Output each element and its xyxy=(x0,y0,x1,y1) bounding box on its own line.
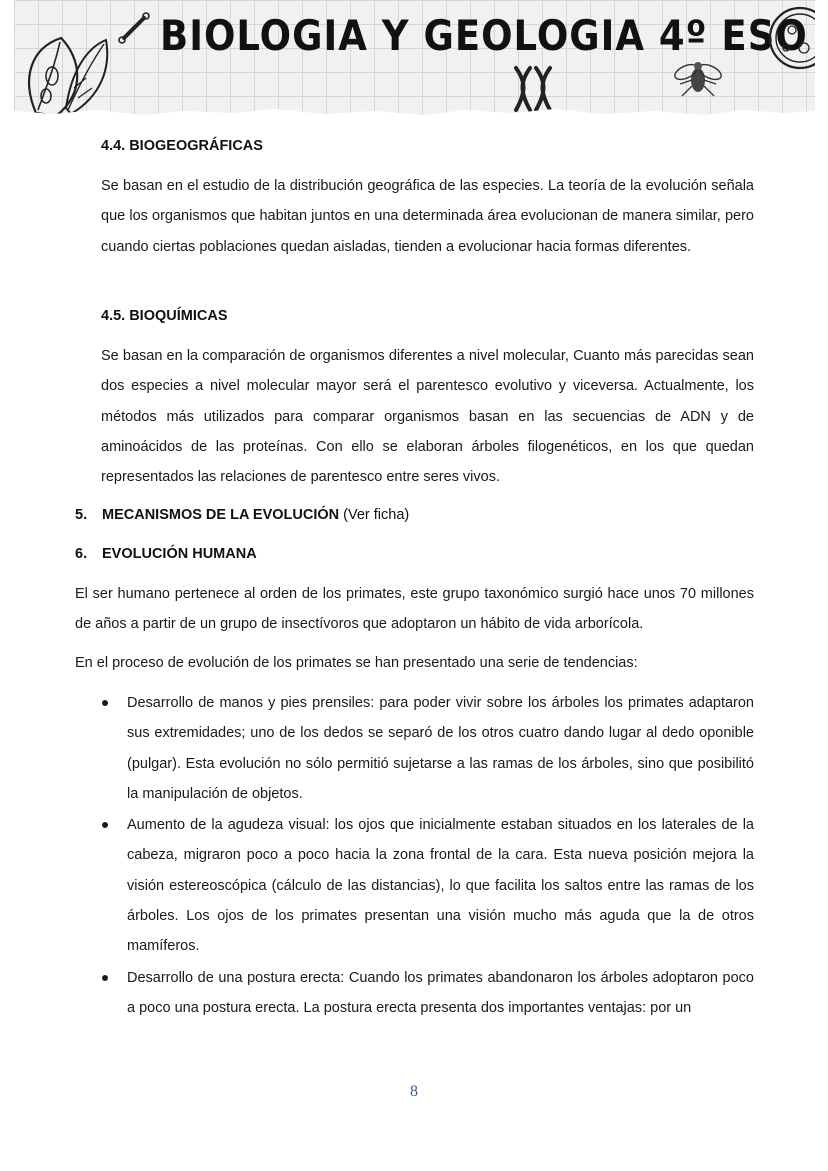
section-heading-5 xyxy=(75,507,409,523)
bone-doodle-icon xyxy=(116,10,152,46)
section-number: 5. xyxy=(75,507,88,523)
list-item-text: Aumento de la agudeza visual: los ojos que inicialmente estaban situados en los laterales de la cabeza, migraron poco a poco hacia la zona frontal de la cara. Esta nueva posición mejora la visión estereoscópica (cálculo de las distancias), lo que facilita los saltos entre las ramas de los árboles. Los ojos de los primates presentan una visión mucho más aguda que la de otros mamíferos. xyxy=(127,817,754,955)
section-heading-4-4: 4.4. BIOGEOGRÁFICAS xyxy=(101,138,263,154)
list-item xyxy=(101,688,754,809)
paragraph-biogeograficas: Se basan en el estudio de la distribución geográfica de las especies. La teoría de la evolución señala que los organismos que habitan juntos en una determinada área evolucionan de manera similar, pero cuando ciertas poblaciones quedan aisladas, tienden a evolucionar hacia formas diferentes. xyxy=(101,178,754,255)
header-banner xyxy=(14,0,815,118)
bullet-icon xyxy=(102,975,108,981)
section-heading-6 xyxy=(75,546,257,562)
paragraph-tendencias-intro: En el proceso de evolución de los primates se han presentado una serie de tendencias: xyxy=(75,655,638,671)
section-number: 6. xyxy=(75,546,88,562)
list-item-text: Desarrollo de una postura erecta: Cuando los primates abandonaron los árboles adoptaron poco a poco una postura erecta. La postura erecta presenta dos importantes ventajas: por un xyxy=(127,969,754,1016)
list-item xyxy=(101,810,754,961)
bullet-icon xyxy=(102,700,108,706)
tendencias-list xyxy=(101,688,754,1023)
bullet-icon xyxy=(102,822,108,828)
section-title: EVOLUCIÓN HUMANA xyxy=(102,546,257,562)
torn-paper-edge xyxy=(14,105,815,118)
list-item-text: Desarrollo de manos y pies prensiles: para poder vivir sobre los árboles los primates adaptaron sus extremidades; uno de los dedos se separó de los otros cuatro dando lugar al dedo oponible (pulgar). Esta evolución no sólo permitió sujetarse a las ramas de los árboles, sino que posibilitó la manipulación de objetos. xyxy=(127,695,754,802)
paragraph-bioquimicas: Se basan en la comparación de organismos diferentes a nivel molecular, Cuanto más parecidas sean dos especies a nivel molecular mayor será el parentesco evolutivo y viceversa. Actualmente, los métodos más utilizados para comparar organismos basan en las secuencias de ADN y de aminoácidos de las proteínas. Con ello se elaboran árboles filogenéticos, en los que quedan representados las relaciones de parentesco entre seres vivos. xyxy=(101,348,754,486)
list-item xyxy=(101,963,754,1024)
banner-title: BIOLOGIA Y GEOLOGIA 4º ESO xyxy=(160,12,808,61)
petri-dish-icon xyxy=(762,4,815,74)
paragraph-evolucion-humana-intro: El ser humano pertenece al orden de los primates, este grupo taxonómico surgió hace unos 70 millones de años a partir de un grupo de insectívoros que adoptaron un hábito de vida arborícola. xyxy=(75,586,754,633)
fly-doodle-icon xyxy=(672,56,724,100)
section-title: MECANISMOS DE LA EVOLUCIÓN xyxy=(102,507,340,523)
section-heading-4-5: 4.5. BIOQUÍMICAS xyxy=(101,308,228,324)
page-number: 8 xyxy=(410,1083,418,1100)
section-note: (Ver ficha) xyxy=(339,507,410,523)
